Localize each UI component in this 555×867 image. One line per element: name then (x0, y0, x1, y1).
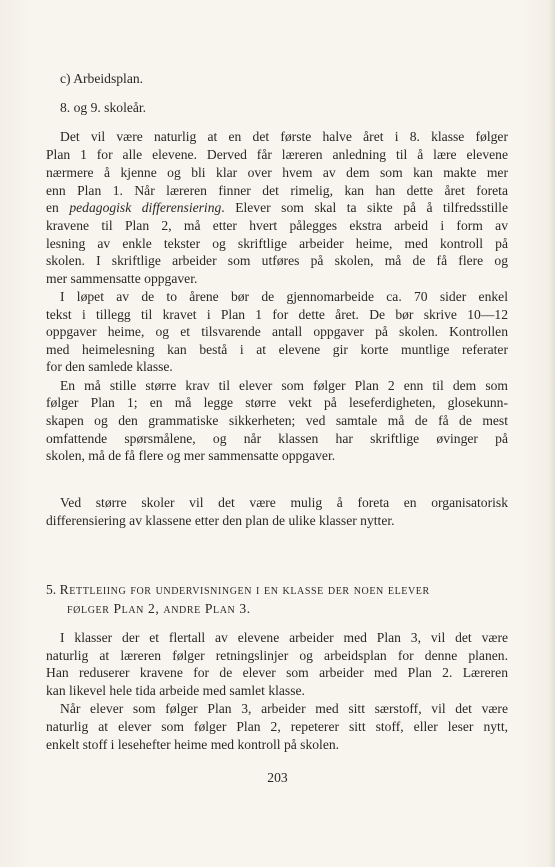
para2-line: med heimelesning kan bestå i at elevene gir korte muntlige referater (46, 342, 508, 357)
para4-line: Ved større skoler vil det være mulig å foreta en organisatorisk (60, 495, 508, 510)
section-heading-5 (46, 581, 508, 598)
para4-line: differensiering av klassene etter den plan de ulike klasser nytter. (46, 513, 395, 528)
page-number: 203 (267, 770, 288, 785)
heading-line1: Rettleiing for undervisningen i en klasse der noen elever (59, 582, 430, 597)
para1-line: mer sammensatte oppgaver. (46, 271, 198, 286)
para1-line: enn Plan 1. Når læreren finner det rimelig, kan han dette året foreta (46, 183, 508, 198)
para5-line: I klasser der et flertall av elevene arbeider med Plan 3, vil det være (60, 630, 508, 645)
italic-phrase: pedagogisk differensiering (69, 200, 222, 215)
para1-line: Plan 1 for alle elevene. Derved får læreren anledning til å lære elevene (46, 147, 508, 162)
para1-line: kravene til Plan 2, må etter hvert pålegges ekstra arbeid i form av (46, 218, 508, 233)
para2-line: tekst i tillegg til kravet i Plan 1 for dette året. De bør skrive 10—12 (46, 307, 508, 322)
heading-line2: følger Plan 2, andre Plan 3. (67, 601, 251, 616)
para3-line: følger Plan 1; en må legge større vekt på leseferdigheten, glosekunn- (46, 395, 508, 410)
para1-line: lesning av enkle tekster og skriftlige arbeider heime, med kontroll på (46, 236, 508, 251)
heading-number: 5. (46, 582, 57, 597)
para2-line: oppgaver heime, og et tilsvarende antall oppgaver på skolen. Kontrollen (46, 324, 508, 339)
para1-line: nærmere å kjenne og bli klar over hvem av dem som kan makte mer (46, 165, 508, 180)
para1-line: Det vil være naturlig at en det første halve året i 8. klasse følger (60, 129, 508, 144)
para3-line: omfattende spørsmålene, og når klassen har skriftlige øvinger på (46, 431, 508, 446)
para6-line: naturlig at elever som følger Plan 2, repeterer sitt stoff, eller leser nytt, (46, 719, 508, 734)
para2-line: I løpet av de to årene bør de gjennomarbeide ca. 70 sider enkel (60, 289, 508, 304)
para3-line: En må stille større krav til elever som følger Plan 2 enn til dem som (60, 378, 508, 393)
section-heading-5-cont (46, 600, 508, 617)
para3-line: skolen, må de få flere og mer sammensatte oppgaver. (46, 448, 336, 463)
para6-line: enkelt stoff i lesehefter heime med kontroll på skolen. (46, 737, 340, 752)
section-label-c: c) Arbeidsplan. (60, 71, 144, 86)
page-edge-shadow (549, 0, 555, 867)
para2-line: for den samlede klasse. (46, 359, 173, 374)
para1-line-text: en pedagogisk differensiering. Elever som skal ta sikte på å tilfredsstille (46, 200, 508, 215)
para5-line: kan likevel hele tida arbeide med samlet klasse. (46, 683, 305, 698)
para5-line: Han reduserer kravene for de elever som arbeider med Plan 2. Læreren (46, 665, 508, 680)
para1-line: skolen. I skriftlige arbeider som utføres på skolen, må de få flere og (46, 253, 508, 268)
para1-line-italic (46, 199, 508, 216)
para6-line: Når elever som følger Plan 3, arbeider med sitt særstoff, vil det være (60, 701, 508, 716)
section-grades: 8. og 9. skoleår. (60, 100, 147, 115)
para3-line: skapen og den grammatiske sikkerheten; ved samtale må de få de mest (46, 413, 508, 428)
para5-line: naturlig at læreren følger retningslinjer og arbeidsplan for denne planen. (46, 648, 508, 663)
